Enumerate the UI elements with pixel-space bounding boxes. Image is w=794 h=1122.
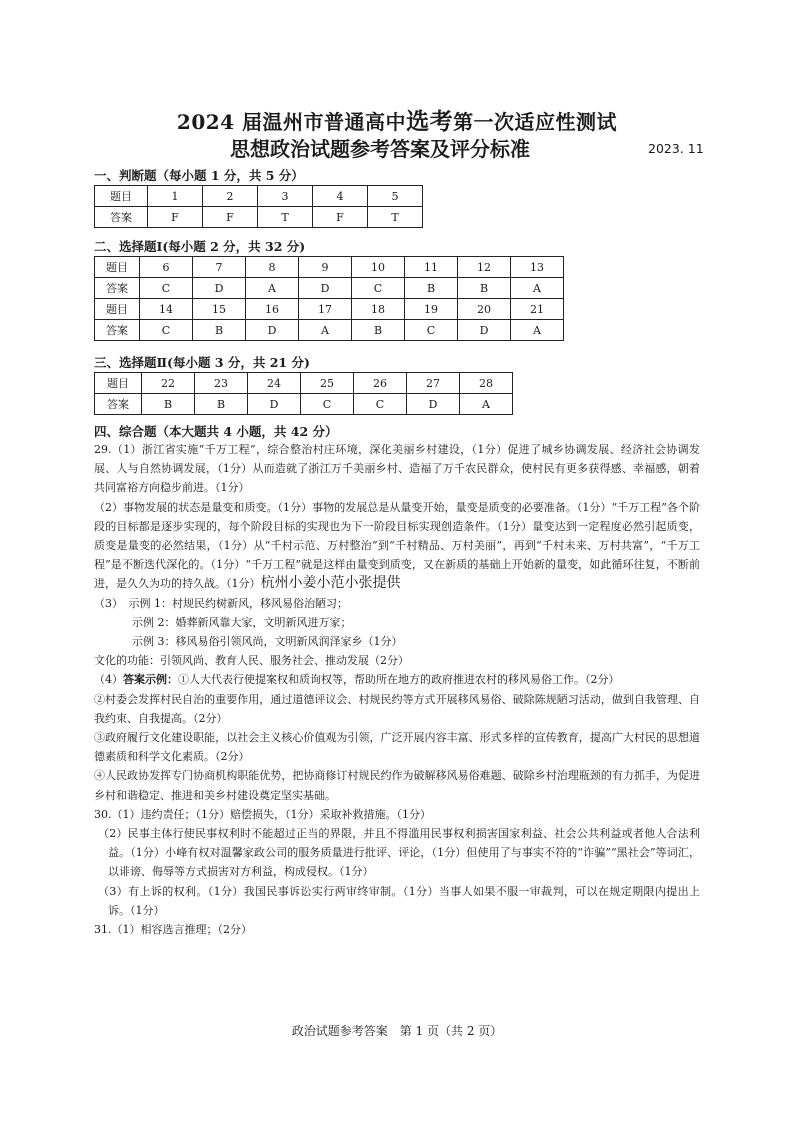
table-row <box>95 320 564 341</box>
q29-part3-example1: （3） 示例 1：村规民约树新风，移风易俗治陋习； <box>94 596 348 610</box>
table-cell: 24 <box>248 373 301 394</box>
answer-body <box>94 440 700 939</box>
table-row <box>95 394 513 415</box>
q29-part4-b: ②村委会发挥村民自治的重要作用，通过道德评议会、村规民约等方式开展移风易俗、破除陈规陋习活动，做到自我管理、自我约束、自我提高。（2分） <box>94 692 700 725</box>
table-cell: 22 <box>142 373 195 394</box>
table-cell: B <box>195 394 248 415</box>
table-cell: 8 <box>246 257 299 278</box>
q30-part1: 30.（1）违约责任；（1分）赔偿损失，（1分）采取补救措施。（1分） <box>94 807 431 821</box>
section2-heading: 二、选择题Ⅰ(每小题 2 分，共 32 分) <box>94 239 306 254</box>
table-cell: 10 <box>352 257 405 278</box>
table-cell: 18 <box>352 299 405 320</box>
q30-part2: （2）民事主体行使民事权利时不能超过正当的界限，并且不得滥用民事权利损害国家利益、社会公共利益或者他人合法利益。（1分）小峰有权对温馨家政公司的服务质量进行批评、评论，（1分）但使用了与事实不符的“诈骗”“黑社会”等词汇，以诽谤、侮辱等方式损害对方利益，构成侵权。（1分） <box>98 827 700 879</box>
q29-part3-function: 文化的功能：引领风尚、教育人民、服务社会、推动发展（2分） <box>94 654 409 668</box>
table-cell: B <box>352 320 405 341</box>
table-cell: 11 <box>405 257 458 278</box>
row-header-cell: 答案 <box>95 394 142 415</box>
table-cell: A <box>511 278 564 299</box>
table-cell: 15 <box>193 299 246 320</box>
table-cell: 28 <box>460 373 513 394</box>
table-cell: 12 <box>458 257 511 278</box>
q29-part4-a-text: ①人大代表行使提案权和质询权等，帮助所在地方的政府推进农村的移风易俗工作。（2分） <box>178 673 620 687</box>
table-cell: A <box>246 278 299 299</box>
watermark-text: 杭州小姜小范小张提供 <box>260 575 401 592</box>
table-cell: 17 <box>299 299 352 320</box>
table-cell: F <box>148 207 203 228</box>
table-cell: T <box>258 207 313 228</box>
q29-part2 <box>94 498 700 594</box>
table-cell: B <box>405 278 458 299</box>
table-cell: F <box>203 207 258 228</box>
table-cell: 16 <box>246 299 299 320</box>
q29-part4-c: ③政府履行文化建设职能，以社会主义核心价值观为引领，广泛开展内容丰富、形式多样的宣传教育，提高广大村民的思想道德素质和科学文化素质。（2分） <box>94 731 700 764</box>
section2-table <box>94 256 564 341</box>
table-row <box>95 257 564 278</box>
table-cell: C <box>140 278 193 299</box>
q29-part1: 29.（1）浙江省实施“千万工程”，综合整治村庄环境，深化美丽乡村建设，（1分）促进了城乡协调发展、经济社会协调发展、人与自然协调发展，（1分）从而造就了浙江万千美丽乡村、造福了万千农民群众，使村民有更多获得感、幸福感，朝着共同富裕方向稳步前进。（1分） <box>94 443 700 495</box>
table-cell: 6 <box>140 257 193 278</box>
table-cell: 2 <box>203 186 258 207</box>
q29-part4-d: ④人民政协发挥专门协商机构职能优势，把协商修订村规民约作为破解移风易俗难题、破除乡村治理瓶颈的有力抓手，为促进乡村和谐稳定、推进和美乡村建设奠定坚实基础。 <box>94 769 700 802</box>
section1-table <box>94 185 423 228</box>
table-cell: B <box>142 394 195 415</box>
section1-heading: 一、判断题（每小题 1 分，共 5 分） <box>94 168 304 183</box>
row-header-cell: 题目 <box>95 299 140 320</box>
title-part-b: 选考 <box>406 108 454 135</box>
document-title-line1 <box>0 103 794 136</box>
table-cell: B <box>458 278 511 299</box>
table-cell: D <box>299 278 352 299</box>
table-cell: 1 <box>148 186 203 207</box>
row-header-cell: 题目 <box>95 373 142 394</box>
table-cell: 26 <box>354 373 407 394</box>
section3-heading: 三、选择题Ⅱ(每小题 3 分，共 21 分) <box>94 355 310 370</box>
table-cell: 7 <box>193 257 246 278</box>
q29-part3-example3: 示例 3：移风易俗引领风尚，文明新风润泽家乡（1分） <box>132 635 403 649</box>
section4-heading: 四、综合题（本大题共 4 小题，共 42 分） <box>94 424 338 439</box>
document-title-line2: 思想政治试题参考答案及评分标准 <box>230 137 530 161</box>
q29-part4-bold: 答案示例： <box>123 673 178 687</box>
table-cell: D <box>458 320 511 341</box>
table-cell: D <box>193 278 246 299</box>
title-part-a: 2024 届温州市普通高中 <box>176 110 407 134</box>
row-header-cell: 答案 <box>95 278 140 299</box>
table-cell: T <box>368 207 423 228</box>
table-cell: C <box>352 278 405 299</box>
table-cell: 13 <box>511 257 564 278</box>
q29-part4-a <box>94 670 700 689</box>
table-cell: D <box>248 394 301 415</box>
q29-part4-label: （4） <box>94 673 123 687</box>
table-cell: C <box>405 320 458 341</box>
table-row <box>95 278 564 299</box>
table-cell: 21 <box>511 299 564 320</box>
table-cell: C <box>140 320 193 341</box>
q31-part1: 31.（1）相容选言推理；（2分） <box>94 923 252 937</box>
table-cell: A <box>511 320 564 341</box>
table-cell: 5 <box>368 186 423 207</box>
q30-part3: （3）有上诉的权利。（1分）我国民事诉讼实行两审终审制。（1分）当事人如果不服一审裁判，可以在规定期限内提出上诉。（1分） <box>98 884 700 917</box>
row-header-cell: 答案 <box>95 320 140 341</box>
table-cell: 4 <box>313 186 368 207</box>
row-header-cell: 题目 <box>95 186 148 207</box>
table-cell: C <box>354 394 407 415</box>
table-cell: D <box>246 320 299 341</box>
table-row <box>95 186 423 207</box>
document-date: 2023. 11 <box>648 141 704 156</box>
table-cell: B <box>193 320 246 341</box>
q29-part3-example2: 示例 2：婚葬新风靠大家，文明新风进万家； <box>132 615 352 629</box>
table-cell: C <box>301 394 354 415</box>
table-cell: 27 <box>407 373 460 394</box>
table-cell: 25 <box>301 373 354 394</box>
table-cell: 9 <box>299 257 352 278</box>
row-header-cell: 答案 <box>95 207 148 228</box>
table-cell: 14 <box>140 299 193 320</box>
table-cell: 3 <box>258 186 313 207</box>
table-row <box>95 299 564 320</box>
section3-table <box>94 372 513 415</box>
row-header-cell: 题目 <box>95 257 140 278</box>
table-cell: D <box>407 394 460 415</box>
page-footer: 政治试题参考答案 第 1 页（共 2 页） <box>291 1024 503 1038</box>
table-cell: A <box>460 394 513 415</box>
table-cell: A <box>299 320 352 341</box>
table-cell: 23 <box>195 373 248 394</box>
q29-part2-text: （2）事物发展的状态是量变和质变。（1分）事物的发展总是从量变开始，量变是质变的必要准备。（1分）“千万工程”各个阶段的目标都是逐步实现的，每个阶段目标的实现也为下一阶段目标实现创造条件。（1分）量变达到一定程度必然引起质变，质变是量变的必然结果，（1分）从“千村示范、万村整治”到“千村精品、万村美丽”，再到“千村未来、万村共富”，“千万工程”是不断迭代深化的。（1分）“千万工程”就是这样由量变到质变，又在新质的基础上开始新的量变，如此循环往复，不断前进，是久久为功的持久战。（1分） <box>94 500 700 591</box>
table-row <box>95 207 423 228</box>
table-cell: 19 <box>405 299 458 320</box>
table-cell: 20 <box>458 299 511 320</box>
title-part-c: 第一次适应性测试 <box>453 110 618 134</box>
table-cell: F <box>313 207 368 228</box>
table-row <box>95 373 513 394</box>
